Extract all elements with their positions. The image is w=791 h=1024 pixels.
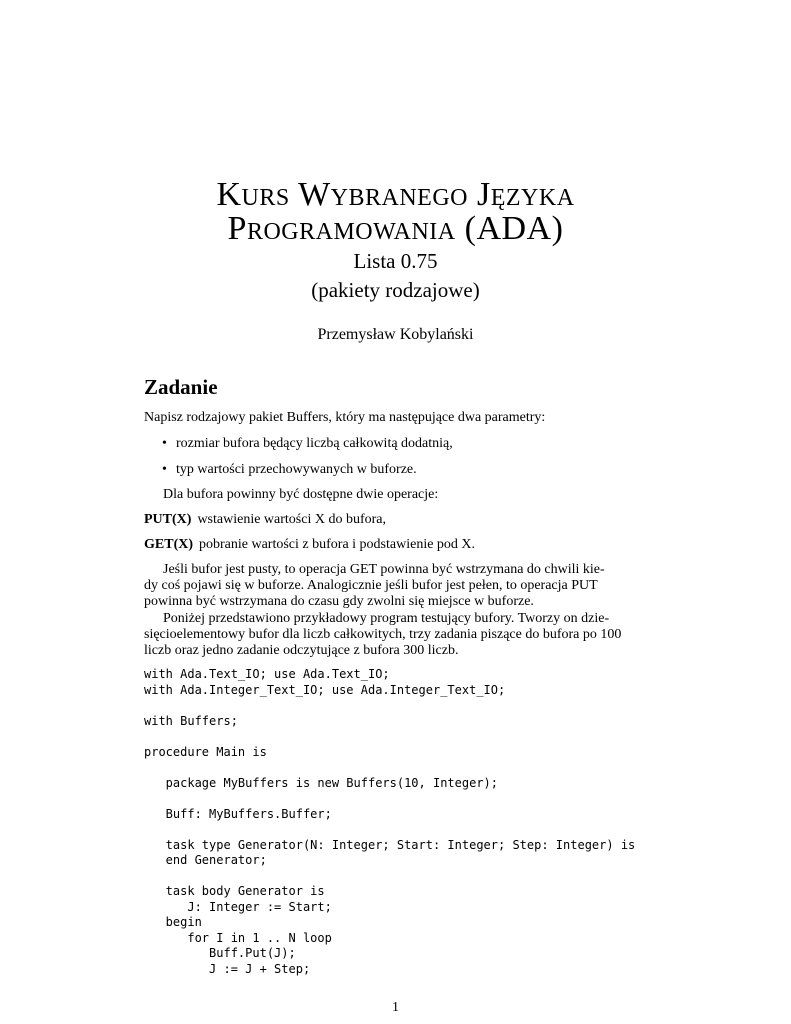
operation-definition xyxy=(144,512,386,528)
bullet-dot-icon: • xyxy=(162,436,167,451)
bullet-item xyxy=(162,436,453,452)
list-topic: (pakiety rodzajowe) xyxy=(311,278,480,302)
document-title-line-2: Programowania (ADA) xyxy=(227,210,564,247)
intro-paragraph: Napisz rodzajowy pakiet Buffers, który ma następujące dwa parametry: xyxy=(144,410,546,425)
operation-term: GET(X) xyxy=(144,537,193,552)
document-title-line-1: Kurs Wybranego Języka xyxy=(216,176,575,213)
operation-description: wstawienie wartości X do bufora, xyxy=(197,512,386,527)
code-listing: with Ada.Text_IO; use Ada.Text_IO; with Ada.Integer_Text_IO; use Ada.Integer_Text_IO; with Buffers; procedure Main is package MyBuffers is new Buffers(10, Integer); Buff: MyBuffers.Buffer; task type Generator(N: Integer; Start: Integer; Step: Integer) is end Generator; task body Generator is J: Integer := Start; begin for I in 1 .. N loop Buff.Put(J); J := J + Step; xyxy=(144,667,636,976)
list-number: Lista 0.75 xyxy=(353,249,438,273)
paragraph-line: liczb oraz jedno zadanie odczytujące z bufora 300 liczb. xyxy=(144,643,459,658)
paragraph-line: Poniżej przedstawiono przykładowy program testujący bufory. Tworzy on dzie- xyxy=(163,611,610,626)
operation-definition xyxy=(144,537,475,553)
paragraph-line: powinna być wstrzymana do czasu gdy zwolni się miejsce w buforze. xyxy=(144,594,534,609)
page-number: 1 xyxy=(392,1000,399,1015)
operation-description: pobranie wartości z bufora i podstawienie pod X. xyxy=(199,537,476,552)
author-name: Przemysław Kobylański xyxy=(317,326,474,343)
bullet-dot-icon: • xyxy=(162,462,167,477)
bullet-text: rozmiar bufora będący liczbą całkowitą dodatnią, xyxy=(176,436,453,451)
paragraph-line: dy coś pojawi się w buforze. Analogicznie jeśli bufor jest pełen, to operacja PUT xyxy=(144,578,598,593)
paragraph-line: Jeśli bufor jest pusty, to operacja GET powinna być wstrzymana do chwili kie- xyxy=(163,562,605,577)
section-heading: Zadanie xyxy=(144,375,218,399)
paragraph-example xyxy=(144,611,648,659)
bullet-item xyxy=(162,462,417,478)
bullet-text: typ wartości przechowywanych w buforze. xyxy=(176,462,417,477)
operations-intro: Dla bufora powinny być dostępne dwie operacje: xyxy=(163,487,439,502)
operation-term: PUT(X) xyxy=(144,512,192,527)
paragraph-line: sięcioelementowy bufor dla liczb całkowitych, trzy zadania piszące do bufora po 100 xyxy=(144,627,622,642)
paragraph-blocking xyxy=(144,562,648,610)
